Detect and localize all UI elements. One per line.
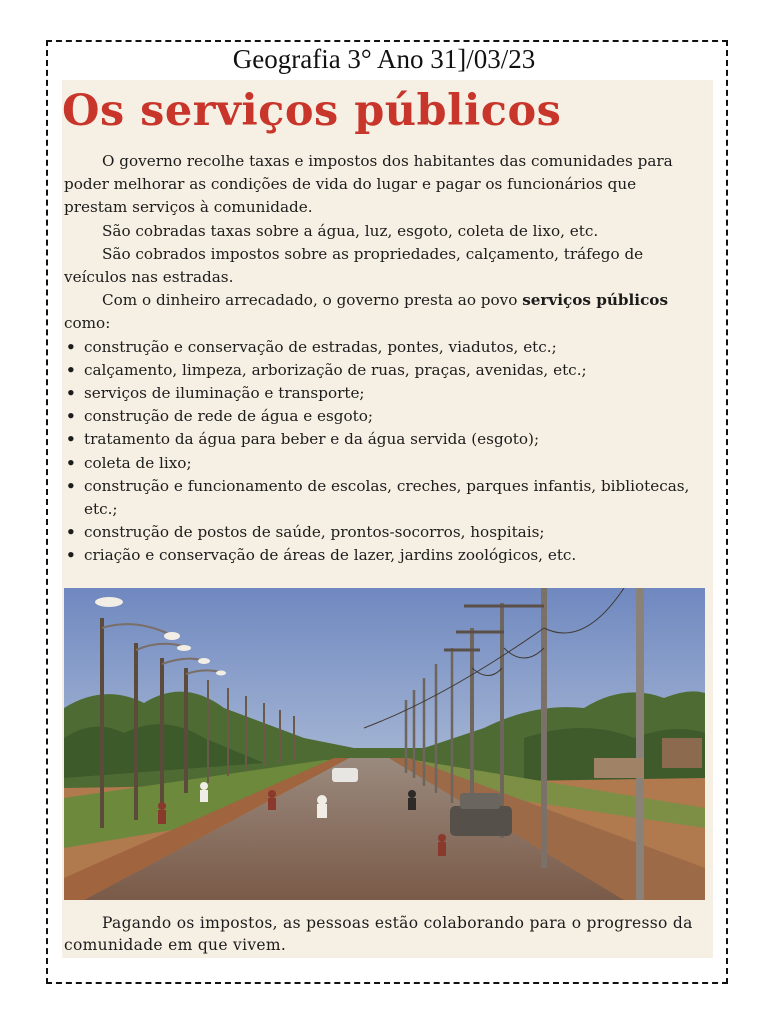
paragraph-4 bbox=[64, 289, 704, 335]
list-item: • construção de rede de água e esgoto; bbox=[64, 405, 704, 428]
list-item: • tratamento da água para beber e da água servida (esgoto); bbox=[64, 428, 704, 451]
street-photo bbox=[64, 588, 705, 900]
list-item: • coleta de lixo; bbox=[64, 452, 704, 475]
worksheet-header: Geografia 3° Ano 31]/03/23 bbox=[232, 44, 536, 74]
list-item: • calçamento, limpeza, arborização de ruas, praças, avenidas, etc.; bbox=[64, 359, 704, 382]
paragraph-1: O governo recolhe taxas e impostos dos habitantes das comunidades para poder melhorar as condições de vida do lugar e pagar os funcionários que prestam serviços à comunidade. bbox=[64, 152, 673, 217]
paragraph-4-bold: serviços públicos bbox=[522, 291, 668, 310]
public-services-list bbox=[64, 336, 704, 568]
list-item: • construção e funcionamento de escolas, creches, parques infantis, bibliotecas, etc.; bbox=[64, 475, 704, 521]
list-item: • serviços de iluminação e transporte; bbox=[64, 382, 704, 405]
paragraph-4-end: como: bbox=[64, 314, 111, 333]
paragraph-2: São cobradas taxas sobre a água, luz, esgoto, coleta de lixo, etc. bbox=[102, 221, 599, 240]
photo-caption: Pagando os impostos, as pessoas estão colaborando para o progresso da comunidade em que vivem. bbox=[64, 914, 693, 954]
paragraph-4-start: Com o dinheiro arrecadado, o governo presta ao povo bbox=[102, 291, 523, 310]
list-item: • construção de postos de saúde, prontos-socorros, hospitais; bbox=[64, 521, 704, 544]
list-item: • construção e conservação de estradas, pontes, viadutos, etc.; bbox=[64, 336, 704, 359]
list-item: • criação e conservação de áreas de lazer, jardins zoológicos, etc. bbox=[64, 544, 704, 567]
body-text bbox=[64, 150, 704, 568]
page-title: Os serviços públicos bbox=[62, 86, 562, 136]
paragraph-3: São cobrados impostos sobre as propriedades, calçamento, tráfego de veículos nas estradas. bbox=[64, 244, 644, 287]
